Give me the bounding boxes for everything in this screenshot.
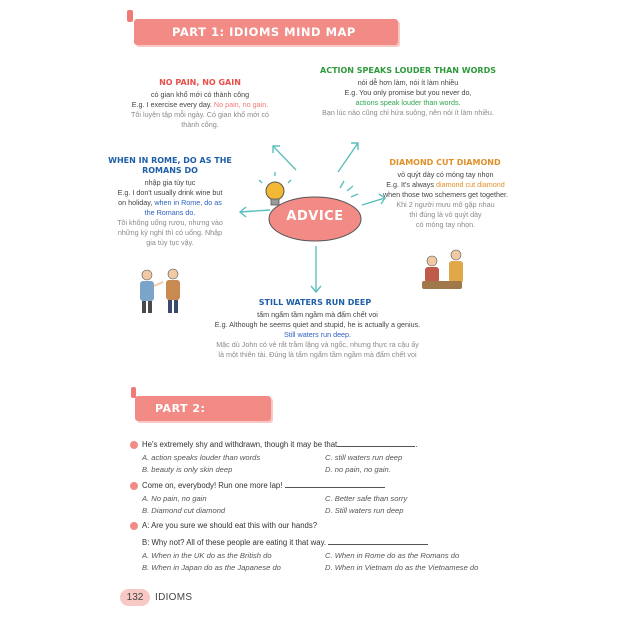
rome-trans2: những kỳ nghỉ thì có uống. Nhập (117, 228, 223, 237)
no-pain-trans1: Tôi luyện tập mỗi ngày. Có gian khổ mới có (130, 110, 269, 119)
diamond-trans1: Khi 2 người mưu mô gặp nhau (396, 200, 495, 209)
rome-vn: nhập gia tùy tục (144, 178, 196, 187)
people-meeting-illustration (418, 247, 473, 292)
exercise-5-blank[interactable] (285, 487, 385, 488)
sparkle-lines-icon (340, 181, 358, 197)
exercise-4-option-d[interactable]: D. no pain, no gain. (325, 465, 391, 474)
lightbulb-icon (259, 172, 291, 205)
rome-eg3: the Romans do. (144, 208, 196, 217)
footer-label: IDIOMS (155, 592, 193, 603)
rome-trans3: gia tùy tục vậy. (146, 238, 194, 247)
exercise-5-option-c[interactable]: C. Better safe than sorry (325, 494, 408, 503)
action-example-hl: actions speak louder than words. (355, 98, 461, 107)
no-pain-example: E.g. I exercise every day. No pain, no gain. (131, 100, 269, 109)
exercise-4-bullet (130, 441, 138, 449)
exercise-5-question: Come on, everybody! Run one more lap! (142, 481, 482, 490)
people-discussing-illustration (131, 266, 191, 316)
exercise-4-option-a[interactable]: A. action speaks louder than words (142, 453, 261, 462)
idiom-title-no-pain: NO PAIN, NO GAIN (159, 78, 241, 87)
exercise-4-question: He's extremely shy and withdrawn, though it may be that . (142, 440, 418, 449)
action-trans: Bạn lúc nào cũng chỉ hứa suông, nên nói ít làm nhiều. (322, 108, 494, 117)
no-pain-trans2: thành công. (181, 120, 219, 129)
part2-title: PART 2: EXERCISE (155, 402, 219, 440)
diamond-eg2: when those two schemers get together. (382, 190, 509, 199)
part2-banner (135, 396, 271, 440)
idiom-title-diamond: DIAMOND CUT DIAMOND (389, 158, 501, 167)
diamond-trans2: thì đúng là vỏ quýt dày (409, 210, 482, 219)
exercise-6-question: A: Are you sure we should eat this with our hands? (142, 521, 318, 530)
idiom-title-rome: WHEN IN ROME, DO AS THE ROMANS DO (108, 156, 232, 175)
action-example: E.g. You only promise but you never do, (344, 88, 472, 97)
advice-label: ADVICE (286, 209, 344, 224)
still-eg: E.g. Although he seems quiet and stupid, he is actually a genius. (214, 320, 421, 329)
exercise-6-option-d[interactable]: D. When in Vietnam do as the Vietnamese do (325, 563, 479, 572)
exercise-5-option-a[interactable]: A. No pain, no gain (142, 494, 207, 503)
diamond-eg1: E.g. It's always diamond cut diamond (386, 180, 505, 189)
action-vn: nói dễ hơn làm, nói ít làm nhiều (357, 78, 459, 87)
exercise-4-option-b[interactable]: B. beauty is only skin deep (142, 465, 233, 474)
still-vn: tẩm ngẩm tầm ngầm mà đấm chết voi (257, 310, 378, 319)
still-trans1: Mặc dù John có vẻ rất trầm lặng và ngốc, nhưng thực ra cậu ấy (216, 340, 419, 349)
diamond-trans3: có móng tay nhọn. (415, 220, 476, 229)
arrow-to-no-pain (273, 146, 296, 170)
rome-eg2: on holiday, when in Rome, do as (118, 198, 222, 207)
still-trans2: là một thiên tài. Đúng là tẩm ngẩm tầm ngầm mà đấm chết voi (218, 350, 417, 359)
exercise-5-bullet (130, 482, 138, 490)
arrow-to-rome (240, 210, 270, 212)
arrow-to-action (338, 143, 358, 172)
exercise-6-blank[interactable] (328, 544, 428, 545)
diamond-vn: vỏ quýt dày có móng tay nhọn (397, 170, 494, 179)
rome-trans1: Tôi không uống rượu, nhưng vào (117, 218, 223, 227)
part1-title: PART 1: IDIOMS MIND MAP (172, 25, 356, 39)
exercise-6-option-c[interactable]: C. When in Rome do as the Romans do (325, 551, 460, 560)
exercise-6-option-a[interactable]: A. When in the UK do as the British do (142, 551, 272, 560)
exercise-5-option-b[interactable]: B. Diamond cut diamond (142, 506, 226, 515)
exercise-6-option-b[interactable]: B. When in Japan do as the Japanese do (142, 563, 281, 572)
exercise-4-option-c[interactable]: C. still waters run deep (325, 453, 403, 462)
no-pain-vn: có gian khổ mới có thành công (150, 90, 250, 99)
still-eg-hl: Still waters run deep. (283, 330, 352, 339)
exercise-4-blank[interactable] (337, 446, 415, 447)
page-number: 132 (126, 592, 144, 603)
idiom-title-action: ACTION SPEAKS LOUDER THAN WORDS (320, 66, 496, 75)
exercise-6-question2: B: Why not? All of these people are eating it that way. (142, 538, 482, 547)
rome-eg1: E.g. I don't usually drink wine but (117, 188, 223, 197)
exercise-6-bullet (130, 522, 138, 530)
idiom-body-still (175, 310, 460, 360)
idiom-title-still: STILL WATERS RUN DEEP (258, 298, 372, 307)
exercise-5-option-d[interactable]: D. Still waters run deep (325, 506, 404, 515)
